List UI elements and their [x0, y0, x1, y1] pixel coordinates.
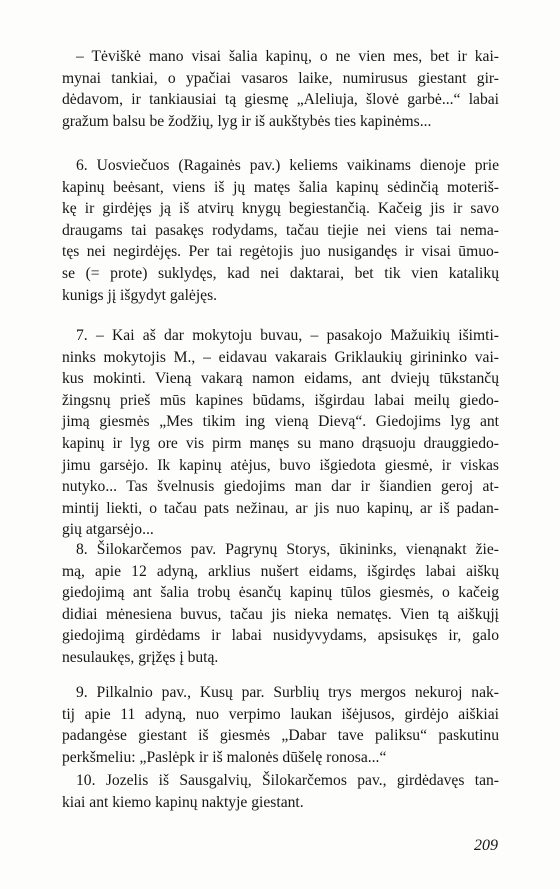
text-line: tęs nei negirdėjęs. Per tai regėtojis juo nusigandęs ir visai ūmuo-	[62, 243, 499, 261]
text-line: 6. Uosviečuos (Ragainės pav.) keliems vaikinams dienoje prie	[76, 157, 499, 174]
text-line: gių atgarsėjo...	[62, 521, 154, 539]
text-line: se (= prote) suklydęs, kad nei daktarai, bet tik vien katalikų	[62, 264, 499, 282]
text-line: padangėse giestant iš giesmės „Dabar tave paliksu“ paskutinu	[62, 727, 499, 745]
text-line: nutyko... Tas švelnusis giedojims man dar ir šiandien geroj at-	[62, 478, 499, 496]
text-line: kunigs jį išgydyt galėjęs.	[62, 286, 218, 304]
text-line: kę ir girdėjęs ją iš atvirų knygų begiestančią. Kačeig jis ir savo	[62, 200, 499, 218]
paragraph-6	[62, 770, 499, 813]
page-number: 209	[474, 837, 498, 854]
text-line: kapinų beėsant, viens iš jų matęs šalia kapinų sėdinčią moteriš-	[62, 178, 499, 196]
text-line: nesulaukęs, grįžęs į butą.	[62, 648, 219, 666]
text-line: kus mokinti. Vieną vakarą namon eidams, ant dviejų tūkstančų	[62, 370, 499, 388]
text-line: žingsnų prieš mūs kapines būdams, išgirdau labai meilų giedo-	[62, 391, 499, 409]
text-line: mynai tankiai, o ypačiai vasaros laike, numirusus giestant gir-	[62, 69, 499, 87]
text-line: draugams tai pasakęs rodydams, tačau tiejie nei viens tai nema-	[62, 221, 499, 239]
text-line: mą, apie 12 adyną, arklius nušert eidams, išgirdęs labai aiškų	[62, 562, 499, 580]
text-line: perkšmeliu: „Paslėpk ir iš malonės dūšelę ronosa...“	[62, 748, 387, 766]
text-line: jimą giesmės „Mes tikim ing vieną Dievą“. Giedojims lyg ant	[62, 413, 499, 431]
paragraph-3	[62, 325, 499, 541]
text-line: giedojimą girdėdams ir labai nusidyvydams, apsisukęs ir, galo	[62, 627, 499, 645]
text-line: didiai mėnesiena buvus, tačau jis nieka nematęs. Vien tą aiškųjį	[62, 605, 499, 623]
text-line: giedojimą ant šalia trobų ėsančų kapinų tūlos giesmės, o kačeig	[62, 584, 499, 602]
paragraph-5	[62, 682, 499, 768]
text-line: kapinų ir lyg ore vis pirm manęs su mano drąsuoju drauggiedo-	[62, 434, 499, 452]
text-line: jimu garsėjo. Ik kapinų atėjus, buvo išgiedota giesmė, ir viskas	[62, 456, 499, 474]
paragraph-1	[62, 46, 499, 132]
text-line: gražum balsu be žodžių, lyg ir iš aukštybės ties kapinėms...	[62, 112, 432, 130]
text-line: 10. Jozelis iš Sausgalvių, Šilokarčemos pav., girdėdavęs tan-	[76, 772, 499, 789]
text-line: kiai ant kiemo kapinų naktyje giestant.	[62, 793, 304, 811]
paragraph-2	[62, 155, 499, 306]
paragraph-4	[62, 539, 499, 669]
text-line: 9. Pilkalnio pav., Kusų par. Surblių trys mergos nekuroj nak-	[76, 684, 499, 701]
text-line: 7. – Kai aš dar mokytoju buvau, – pasakojo Mažuikių išimti-	[76, 327, 499, 344]
text-line: – Tėviškė mano visai šalia kapinų, o ne vien mes, bet ir kai-	[76, 48, 499, 65]
text-line: dėdavom, ir tankiausiai tą giesmę „Aleliuja, šlovė garbė...“ labai	[62, 91, 499, 109]
text-line: 8. Šilokarčemos pav. Pagrynų Storys, ūkininks, vienąnakt žie-	[76, 541, 499, 558]
text-line: tij apie 11 adyną, nuo verpimo laukan išėjusos, girdėjo aiškiai	[62, 705, 499, 723]
text-line: mintij liekti, o tačau pats nežinau, ar jis nuo kapinų, ar iš padan-	[62, 499, 499, 517]
text-line: ninks mokytojis M., – eidavau vakarais Griklaukių girininko vai-	[62, 348, 499, 366]
